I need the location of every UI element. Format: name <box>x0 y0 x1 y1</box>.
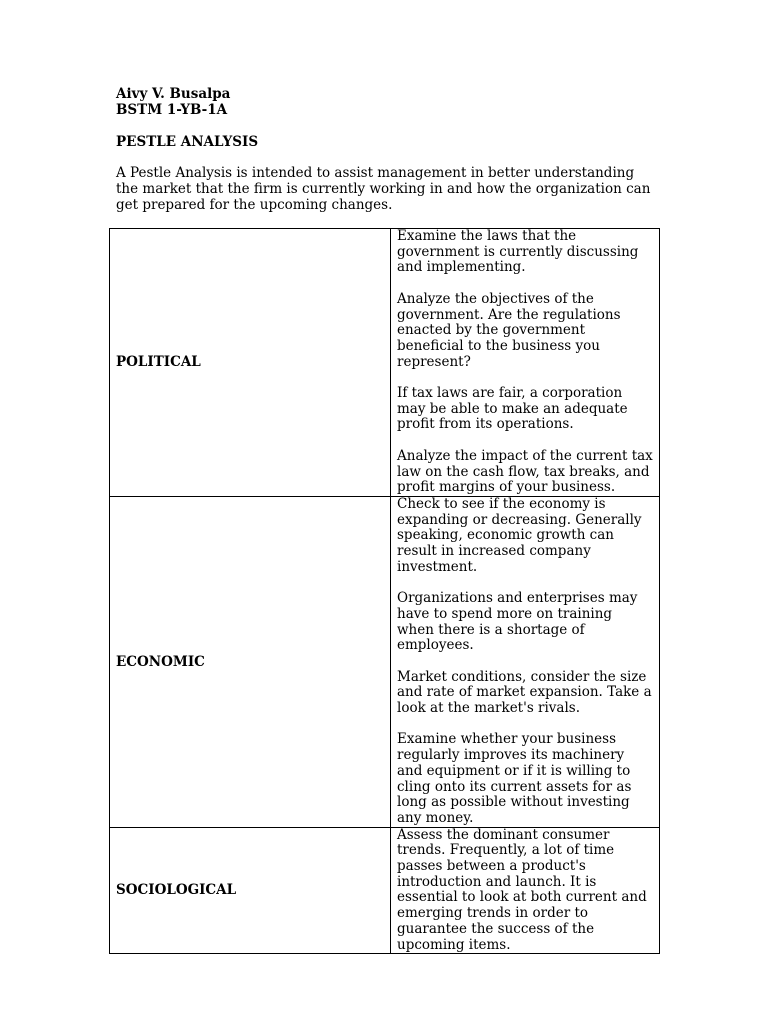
document-page <box>116 86 661 213</box>
table-row-sociological <box>110 827 660 954</box>
detail-paragraph: Check to see if the economy is expanding or decreasing. Generally speaking, economic growth can result in increased company investment. <box>397 495 642 575</box>
detail-paragraph: Analyze the impact of the current tax law on the cash flow, tax breaks, and profit margins of your business. <box>397 447 653 496</box>
detail-paragraph: Examine the laws that the government is currently discussing and implementing. <box>397 228 639 276</box>
factor-cell: POLITICAL <box>110 229 391 497</box>
document-title: PESTLE ANALYSIS <box>116 134 259 150</box>
intro-paragraph: A Pestle Analysis is intended to assist management in better understanding the market that the firm is currently working in and how the organization can get prepared for the upcoming changes. <box>116 165 651 213</box>
table-row-economic <box>110 496 660 827</box>
detail-paragraph: Assess the dominant consumer trends. Frequently, a lot of time passes between a product's introduction and launch. It is essential to look at both current and emerging trends in order to guarantee the success of the upcoming items. <box>397 826 647 953</box>
factor-cell: ECONOMIC <box>110 496 391 827</box>
detail-paragraph: Analyze the objectives of the government. Are the regulations enacted by the government beneficial to the business you represent? <box>397 290 621 370</box>
details-cell <box>391 496 660 827</box>
table-row-political <box>110 229 660 497</box>
author-name: Aivy V. Busalpa <box>116 86 231 102</box>
factor-cell: SOCIOLOGICAL <box>110 827 391 954</box>
detail-paragraph: Market conditions, consider the size and rate of market expansion. Take a look at the market's rivals. <box>397 668 652 717</box>
details-cell <box>391 827 660 954</box>
detail-paragraph: Examine whether your business regularly improves its machinery and equipment or if it is willing to cling onto its current assets for as long as possible without investing any money. <box>397 731 632 826</box>
detail-paragraph: Organizations and enterprises may have to spend more on training when there is a shortage of employees. <box>397 590 638 654</box>
pestle-table <box>109 228 660 954</box>
author-section: BSTM 1-YB-1A <box>116 102 228 118</box>
details-cell <box>391 229 660 497</box>
detail-paragraph: If tax laws are fair, a corporation may be able to make an adequate profit from its operations. <box>397 385 628 433</box>
